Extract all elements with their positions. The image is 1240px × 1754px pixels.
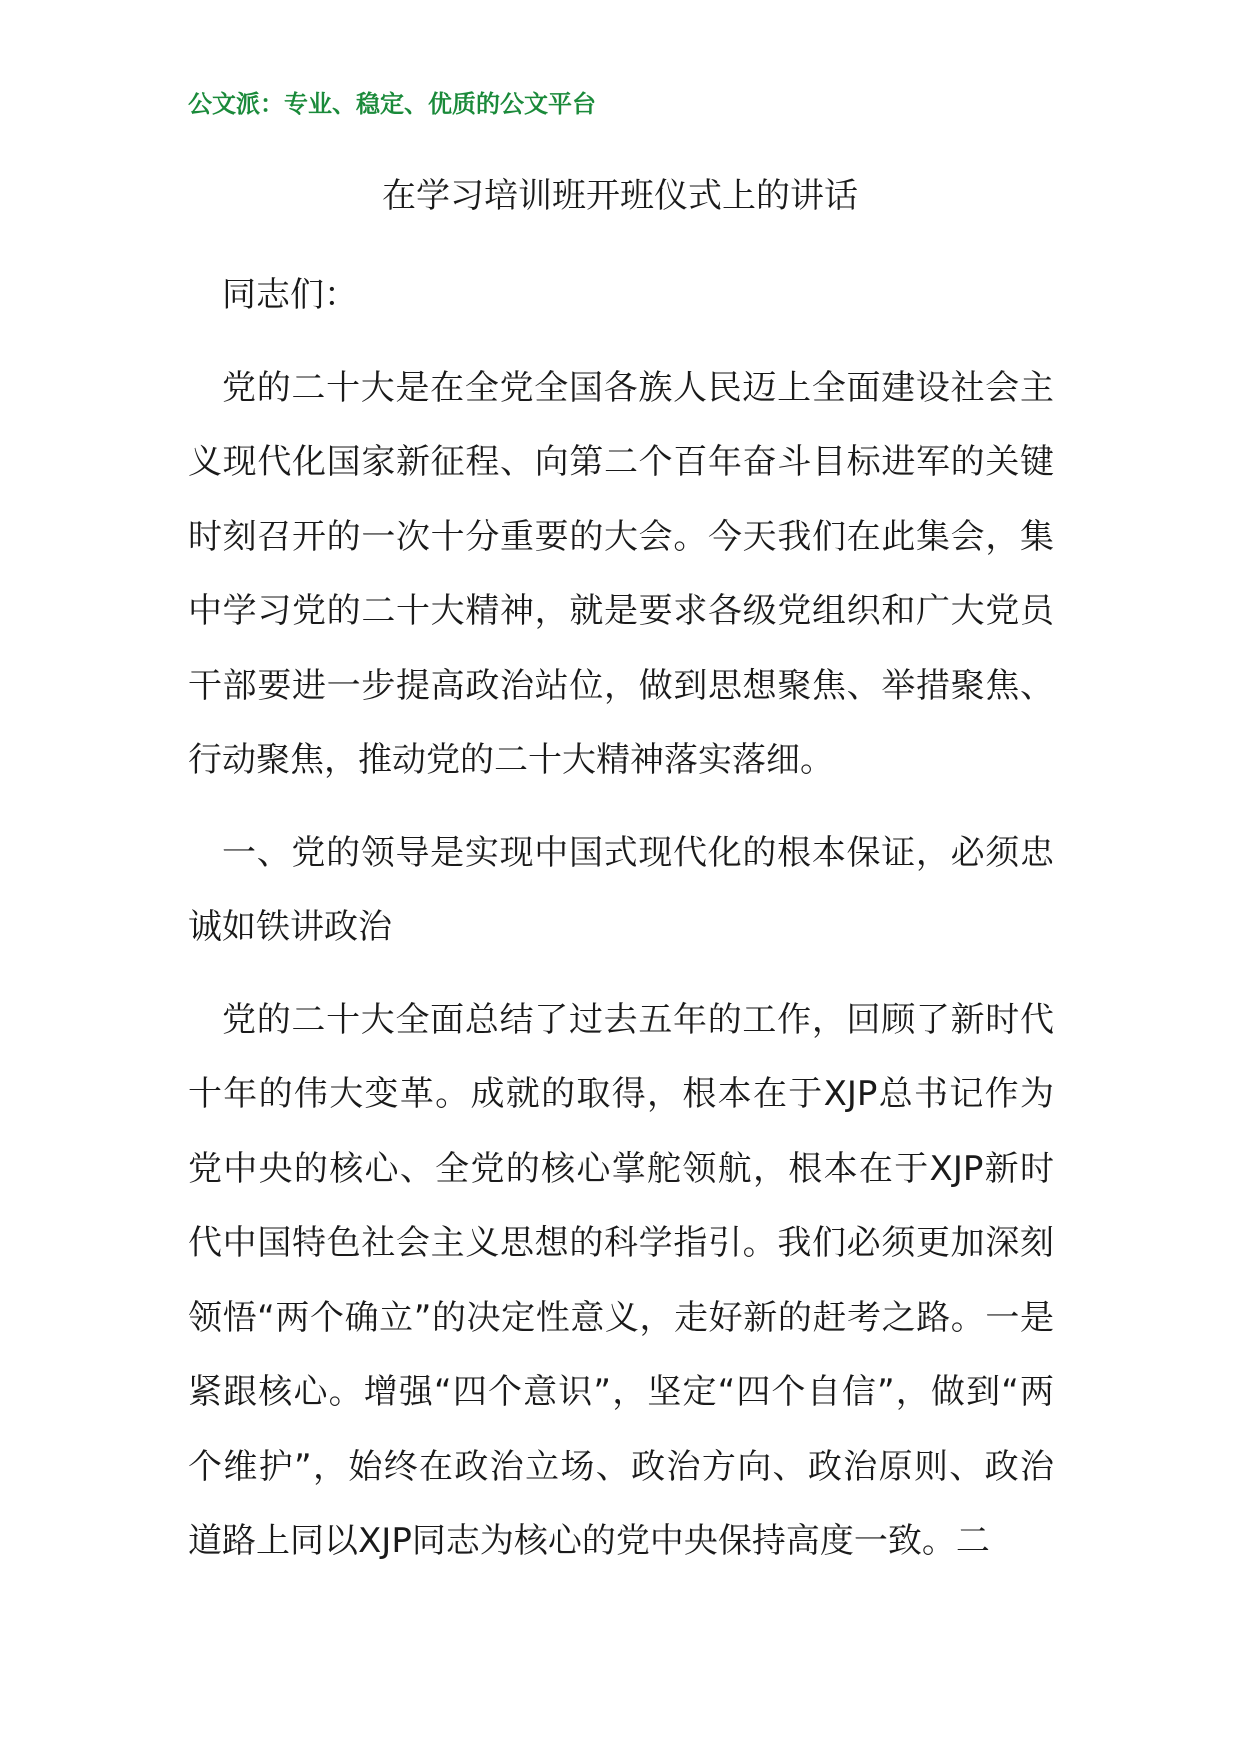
paragraph-section-1: 党的二十大全面总结了过去五年的工作，回顾了新时代十年的伟大变革。成就的取得，根本在于XJP总书记作为党中央的核心、全党的核心掌舵领航，根本在于XJP新时代中国特色社会主义思想的科学指引。我们必须更加深刻领悟“两个确立”的决定性意义，走好新的赶考之路。一是紧跟核心。增强“四个意识”，坚定“四个自信”，做到“两个维护”，始终在政治立场、政治方向、政治原则、政治道路上同以XJP同志为核心的党中央保持高度一致。二	[188, 999, 1054, 1561]
salutation: 同志们：	[222, 275, 358, 315]
section-heading-1: 一、党的领导是实现中国式现代化的根本保证，必须忠诚如铁讲政治	[188, 832, 1054, 947]
document-body	[188, 258, 1054, 1579]
paragraph-intro: 党的二十大是在全党全国各族人民迈上全面建设社会主义现代化国家新征程、向第二个百年奋斗目标进军的关键时刻召开的一次十分重要的大会。今天我们在此集会，集中学习党的二十大精神，就是要求各级党组织和广大党员干部要进一步提高政治站位，做到思想聚焦、举措聚焦、行动聚焦，推动党的二十大精神落实落细。	[188, 367, 1054, 780]
brand-header: 公文派：专业、稳定、优质的公文平台	[188, 90, 596, 118]
document-title: 在学习培训班开班仪式上的讲话	[382, 176, 858, 216]
